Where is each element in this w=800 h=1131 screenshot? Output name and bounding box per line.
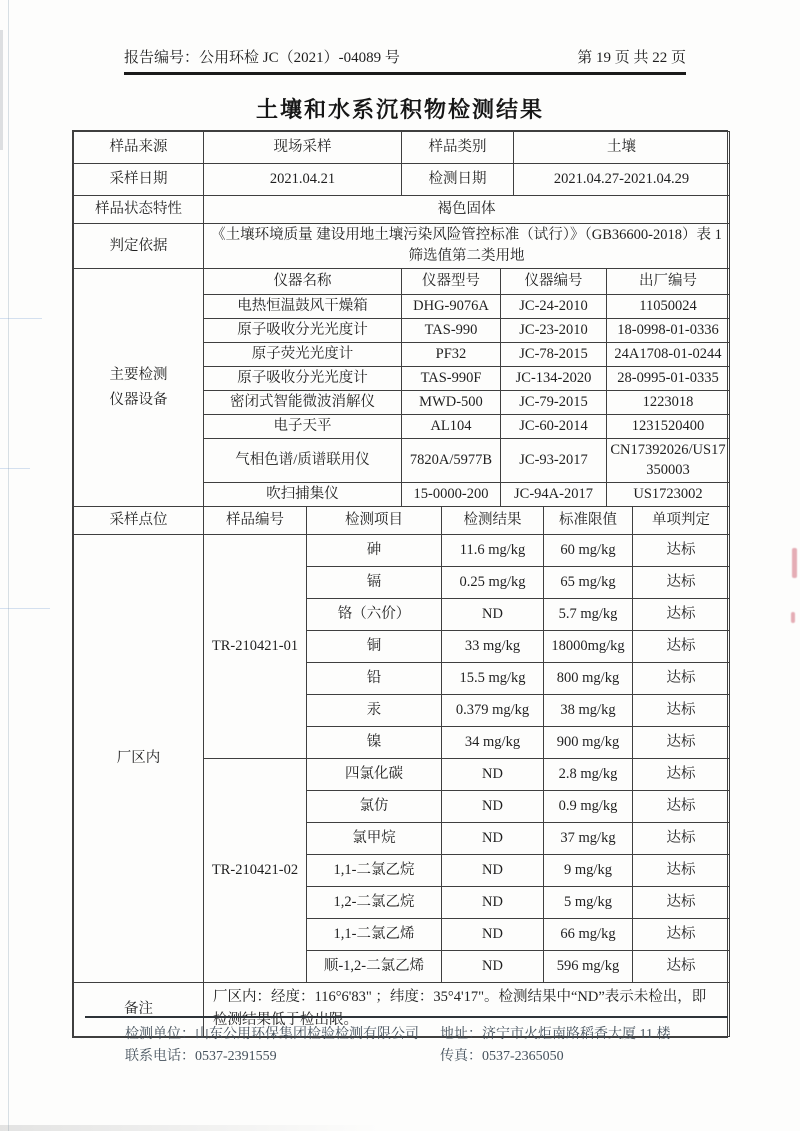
judgment: 达标 <box>633 759 730 791</box>
judgment: 达标 <box>633 823 730 855</box>
judgment: 达标 <box>633 663 730 695</box>
column-header: 仪器型号 <box>402 269 501 295</box>
sample-category-value: 土壤 <box>514 132 730 164</box>
result-value: 0.25 mg/kg <box>442 567 544 599</box>
instrument-model: TAS-990 <box>402 319 501 343</box>
report-table <box>72 130 728 1038</box>
sampling-date-label: 采样日期 <box>74 164 204 196</box>
result-value: ND <box>442 759 544 791</box>
result-value: 15.5 mg/kg <box>442 663 544 695</box>
instrument-serial: 28-0995-01-0335 <box>607 367 730 391</box>
instrument-id: JC-79-2015 <box>501 391 607 415</box>
sample-source-value: 现场采样 <box>204 132 402 164</box>
instrument-name: 密闭式智能微波消解仪 <box>204 391 402 415</box>
instrument-name: 电子天平 <box>204 415 402 439</box>
sampling-location: 厂区内 <box>74 535 204 983</box>
scan-red-stamp-bleed <box>791 612 795 623</box>
limit-value: 60 mg/kg <box>544 535 633 567</box>
judgment: 达标 <box>633 599 730 631</box>
column-header: 仪器名称 <box>204 269 402 295</box>
judgment: 达标 <box>633 919 730 951</box>
limit-value: 900 mg/kg <box>544 727 633 759</box>
instruments-section-label-line1: 主要检测 <box>109 366 168 383</box>
sample-category-label: 样品类别 <box>402 132 514 164</box>
limit-value: 38 mg/kg <box>544 695 633 727</box>
instrument-serial: 11050024 <box>607 295 730 319</box>
analyte-name: 1,2-二氯乙烷 <box>307 887 442 919</box>
column-header: 样品编号 <box>204 507 307 535</box>
limit-value: 65 mg/kg <box>544 567 633 599</box>
column-header: 出厂编号 <box>607 269 730 295</box>
limit-value: 66 mg/kg <box>544 919 633 951</box>
sample-state-label: 样品状态特性 <box>74 196 204 224</box>
instrument-name: 电热恒温鼓风干燥箱 <box>204 295 402 319</box>
instrument-model: 15-0000-200 <box>402 483 501 507</box>
analyte-name: 铅 <box>307 663 442 695</box>
results-header-row <box>74 507 730 535</box>
instrument-id: JC-23-2010 <box>501 319 607 343</box>
result-value: ND <box>442 855 544 887</box>
instrument-serial: 1231520400 <box>607 415 730 439</box>
analyte-name: 氯仿 <box>307 791 442 823</box>
result-value: 0.379 mg/kg <box>442 695 544 727</box>
instrument-name: 气相色谱/质谱联用仪 <box>204 439 402 483</box>
footer-phone: 联系电话：0537-2391559 <box>125 1049 277 1064</box>
limit-value: 18000mg/kg <box>544 631 633 663</box>
result-value: 34 mg/kg <box>442 727 544 759</box>
page-footer <box>85 1016 728 1067</box>
sample-source-label: 样品来源 <box>74 132 204 164</box>
sample-id: TR-210421-01 <box>204 535 307 759</box>
instrument-model: DHG-9076A <box>402 295 501 319</box>
analyte-name: 1,1-二氯乙烷 <box>307 855 442 887</box>
analyte-name: 氯甲烷 <box>307 823 442 855</box>
analyte-name: 汞 <box>307 695 442 727</box>
scan-scratch <box>0 608 50 609</box>
result-value: ND <box>442 887 544 919</box>
scan-red-stamp-bleed <box>792 548 797 578</box>
result-value: ND <box>442 823 544 855</box>
sample-state-value: 褐色固体 <box>204 196 730 224</box>
instrument-serial: 1223018 <box>607 391 730 415</box>
analyte-name: 镉 <box>307 567 442 599</box>
judgment: 达标 <box>633 631 730 663</box>
limit-value: 37 mg/kg <box>544 823 633 855</box>
analyte-name: 镍 <box>307 727 442 759</box>
table-row <box>74 224 730 269</box>
instruments-section-label-line2: 仪器设备 <box>109 391 168 408</box>
instrument-name: 吹扫捕集仪 <box>204 483 402 507</box>
analyte-name: 铬（六价） <box>307 599 442 631</box>
result-value: ND <box>442 951 544 983</box>
judgment: 达标 <box>633 855 730 887</box>
scan-edge-smudge <box>0 30 3 150</box>
sample-id: TR-210421-02 <box>204 759 307 983</box>
scan-shadow <box>0 1125 380 1131</box>
instrument-serial: CN17392026/US17350003 <box>607 439 730 483</box>
instrument-serial: US1723002 <box>607 483 730 507</box>
instrument-name: 原子荧光光度计 <box>204 343 402 367</box>
instrument-id: JC-24-2010 <box>501 295 607 319</box>
column-header: 采样点位 <box>74 507 204 535</box>
analyte-name: 四氯化碳 <box>307 759 442 791</box>
judgment: 达标 <box>633 567 730 599</box>
limit-value: 2.8 mg/kg <box>544 759 633 791</box>
instrument-id: JC-93-2017 <box>501 439 607 483</box>
instrument-id: JC-94A-2017 <box>501 483 607 507</box>
instruments-header-row <box>74 269 730 295</box>
footer-address: 地址：济宁市火炬南路稻香大厦 11 楼 <box>440 1027 671 1042</box>
scan-edge-line <box>8 0 9 1131</box>
scan-scratch <box>0 468 30 469</box>
instrument-id: JC-134-2020 <box>501 367 607 391</box>
judgment-basis-label: 判定依据 <box>74 224 204 269</box>
column-header: 标准限值 <box>544 507 633 535</box>
page-header <box>124 46 686 67</box>
column-header: 仪器编号 <box>501 269 607 295</box>
instruments-table <box>73 268 730 507</box>
test-date-value: 2021.04.27-2021.04.29 <box>514 164 730 196</box>
instrument-id: JC-60-2014 <box>501 415 607 439</box>
limit-value: 800 mg/kg <box>544 663 633 695</box>
analyte-name: 铜 <box>307 631 442 663</box>
result-value: 11.6 mg/kg <box>442 535 544 567</box>
limit-value: 0.9 mg/kg <box>544 791 633 823</box>
instrument-serial: 18-0998-01-0336 <box>607 319 730 343</box>
result-value: ND <box>442 791 544 823</box>
result-value: ND <box>442 599 544 631</box>
judgment-basis-value: 《土壤环境质量 建设用地土壤污染风险管控标准（试行）》（GB36600-2018）表 1筛选值第二类用地 <box>204 224 730 269</box>
remark-label: 备注 <box>74 983 204 1036</box>
header-rule <box>124 72 686 75</box>
sampling-date-value: 2021.04.21 <box>204 164 402 196</box>
judgment: 达标 <box>633 695 730 727</box>
result-value: 33 mg/kg <box>442 631 544 663</box>
analyte-name: 1,1-二氯乙烯 <box>307 919 442 951</box>
column-header: 检测项目 <box>307 507 442 535</box>
document-title: 土壤和水系沉积物检测结果 <box>255 97 544 122</box>
column-header: 单项判定 <box>633 507 730 535</box>
column-header: 检测结果 <box>442 507 544 535</box>
instrument-model: AL104 <box>402 415 501 439</box>
test-date-label: 检测日期 <box>402 164 514 196</box>
table-row <box>74 196 730 224</box>
limit-value: 5.7 mg/kg <box>544 599 633 631</box>
remark-text: 厂区内：经度：116°6'83" ；纬度：35°4'17"。检测结果中“ND”表示未检出，即检测结果低于检出限。 <box>204 983 730 1036</box>
instrument-model: 7820A/5977B <box>402 439 501 483</box>
instrument-model: TAS-990F <box>402 367 501 391</box>
table-row <box>74 164 730 196</box>
judgment: 达标 <box>633 887 730 919</box>
judgment: 达标 <box>633 535 730 567</box>
instrument-name: 原子吸收分光光度计 <box>204 319 402 343</box>
analyte-name: 砷 <box>307 535 442 567</box>
instrument-name: 原子吸收分光光度计 <box>204 367 402 391</box>
instrument-serial: 24A1708-01-0244 <box>607 343 730 367</box>
instrument-id: JC-78-2015 <box>501 343 607 367</box>
instrument-model: MWD-500 <box>402 391 501 415</box>
judgment: 达标 <box>633 791 730 823</box>
result-value: ND <box>442 919 544 951</box>
footer-org: 检测单位：山东公用环保集团检验检测有限公司 <box>125 1027 419 1042</box>
instruments-section-label <box>74 269 204 507</box>
result-row <box>74 535 730 567</box>
analyte-name: 顺-1,2-二氯乙烯 <box>307 951 442 983</box>
instrument-model: PF32 <box>402 343 501 367</box>
limit-value: 5 mg/kg <box>544 887 633 919</box>
table-row <box>74 132 730 164</box>
judgment: 达标 <box>633 951 730 983</box>
limit-value: 9 mg/kg <box>544 855 633 887</box>
report-number: 报告编号：公用环检 JC（2021）-04089 号 <box>124 50 400 66</box>
scan-scratch <box>0 318 42 319</box>
limit-value: 596 mg/kg <box>544 951 633 983</box>
sample-info-table <box>73 131 730 269</box>
footer-fax: 传真：0537-2365050 <box>440 1049 564 1064</box>
judgment: 达标 <box>633 727 730 759</box>
page-number: 第 19 页 共 22 页 <box>577 50 686 66</box>
results-table <box>73 506 730 983</box>
